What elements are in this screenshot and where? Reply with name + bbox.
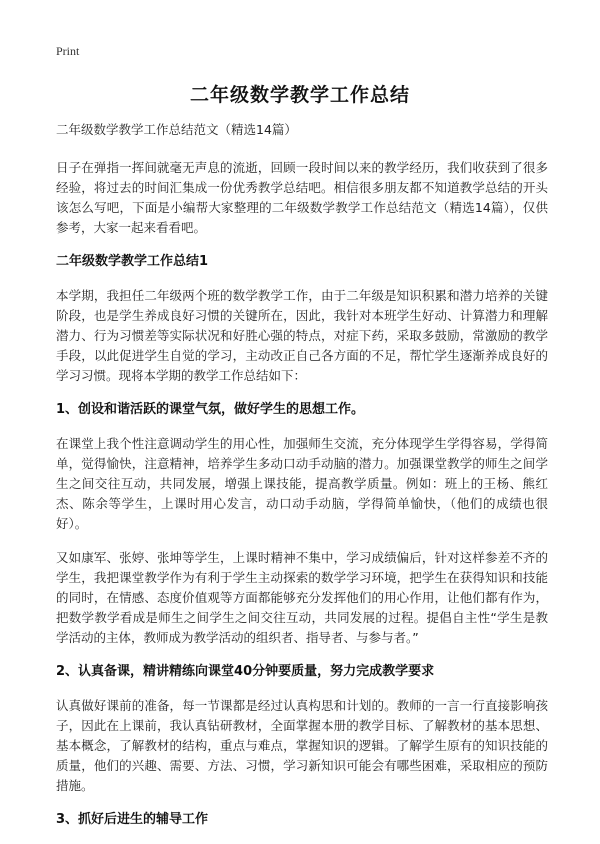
page-title: 二年级数学教学工作总结	[189, 84, 410, 106]
paragraph-3: 又如康军、张婷、张坤等学生，上课时精神不集中，学习成绩偏后，针对这样参差不齐的学生，我把课堂教学作为有利于学生主动探索的数学学习环境，把学生在获得知识和技能的同时，在情感、态度价值观等方面都能够充分发挥他们的用心作用，让他们都有作为，把数学教学看成是师生之间学生之间交往互动，共同发展的过程。提倡自主性“学生是教学活动的主体，教师成为教学活动的组织者、指导者、与参与者。”	[56, 550, 548, 645]
document-body	[56, 120, 548, 844]
print-label: Print	[56, 44, 80, 58]
paragraph-4: 认真做好课前的准备，每一节课都是经过认真构思和计划的。教师的一言一行直接影响孩子，因此在上课前，我认真钻研教材，全面掌握本册的教学目标、了解教材的基本思想、基本概念，了解教材的结构，重点与难点，掌握知识的逻辑。了解学生原有的知识技能的质量，他们的兴趣、需要、方法、习惯，学习新知识可能会有哪些困难，采取相应的预防措施。	[56, 698, 548, 793]
paragraph-1: 本学期，我担任二年级两个班的数学教学工作，由于二年级是知识积累和潜力培养的关键阶段，也是学生养成良好习惯的关键所在，因此，我针对本班学生好动、计算潜力和理解潜力、行为习惯差等实际状况和好胜心强的特点，对症下药，采取多鼓励，常激励的教学手段，以此促进学生自觉的学习，主动改正自己各方面的不足，帮忙学生逐渐养成良好的学习习惯。现将本学期的教学工作总结如下：	[56, 288, 548, 383]
heading-2: 2、认真备课，精讲精练向课堂40分钟要质量，努力完成教学要求	[56, 664, 435, 679]
document-subtitle: 二年级数学教学工作总结范文（精选14篇）	[56, 122, 297, 137]
heading-3: 3、抓好后进生的辅导工作	[56, 812, 209, 827]
paragraph-2: 在课堂上我个性注意调动学生的用心性，加强师生交流，充分体现学生学得容易，学得简单，觉得愉快，注意精神，培养学生多动口动手动脑的潜力。加强课堂教学的师生之间学生之间交往互动，共同发展，增强上课技能，提高教学质量。例如：班上的王杨、熊红杰、陈余等学生，上课时用心发言，动口动手动脑，学得简单愉快，（他们的成绩也很好）。	[56, 436, 548, 531]
intro-paragraph: 日子在弹指一挥间就毫无声息的流逝，回顾一段时间以来的教学经历，我们收获到了很多经验，将过去的时间汇集成一份优秀教学总结吧。相信很多朋友都不知道教学总结的开头该怎么写吧，下面是小编帮大家整理的二年级数学教学工作总结范文（精选14篇），仅供参考，大家一起来看看吧。	[56, 160, 548, 235]
heading-1: 1、创设和谐活跃的课堂气氛，做好学生的思想工作。	[56, 402, 365, 417]
section-title: 二年级数学教学工作总结1	[56, 254, 209, 269]
